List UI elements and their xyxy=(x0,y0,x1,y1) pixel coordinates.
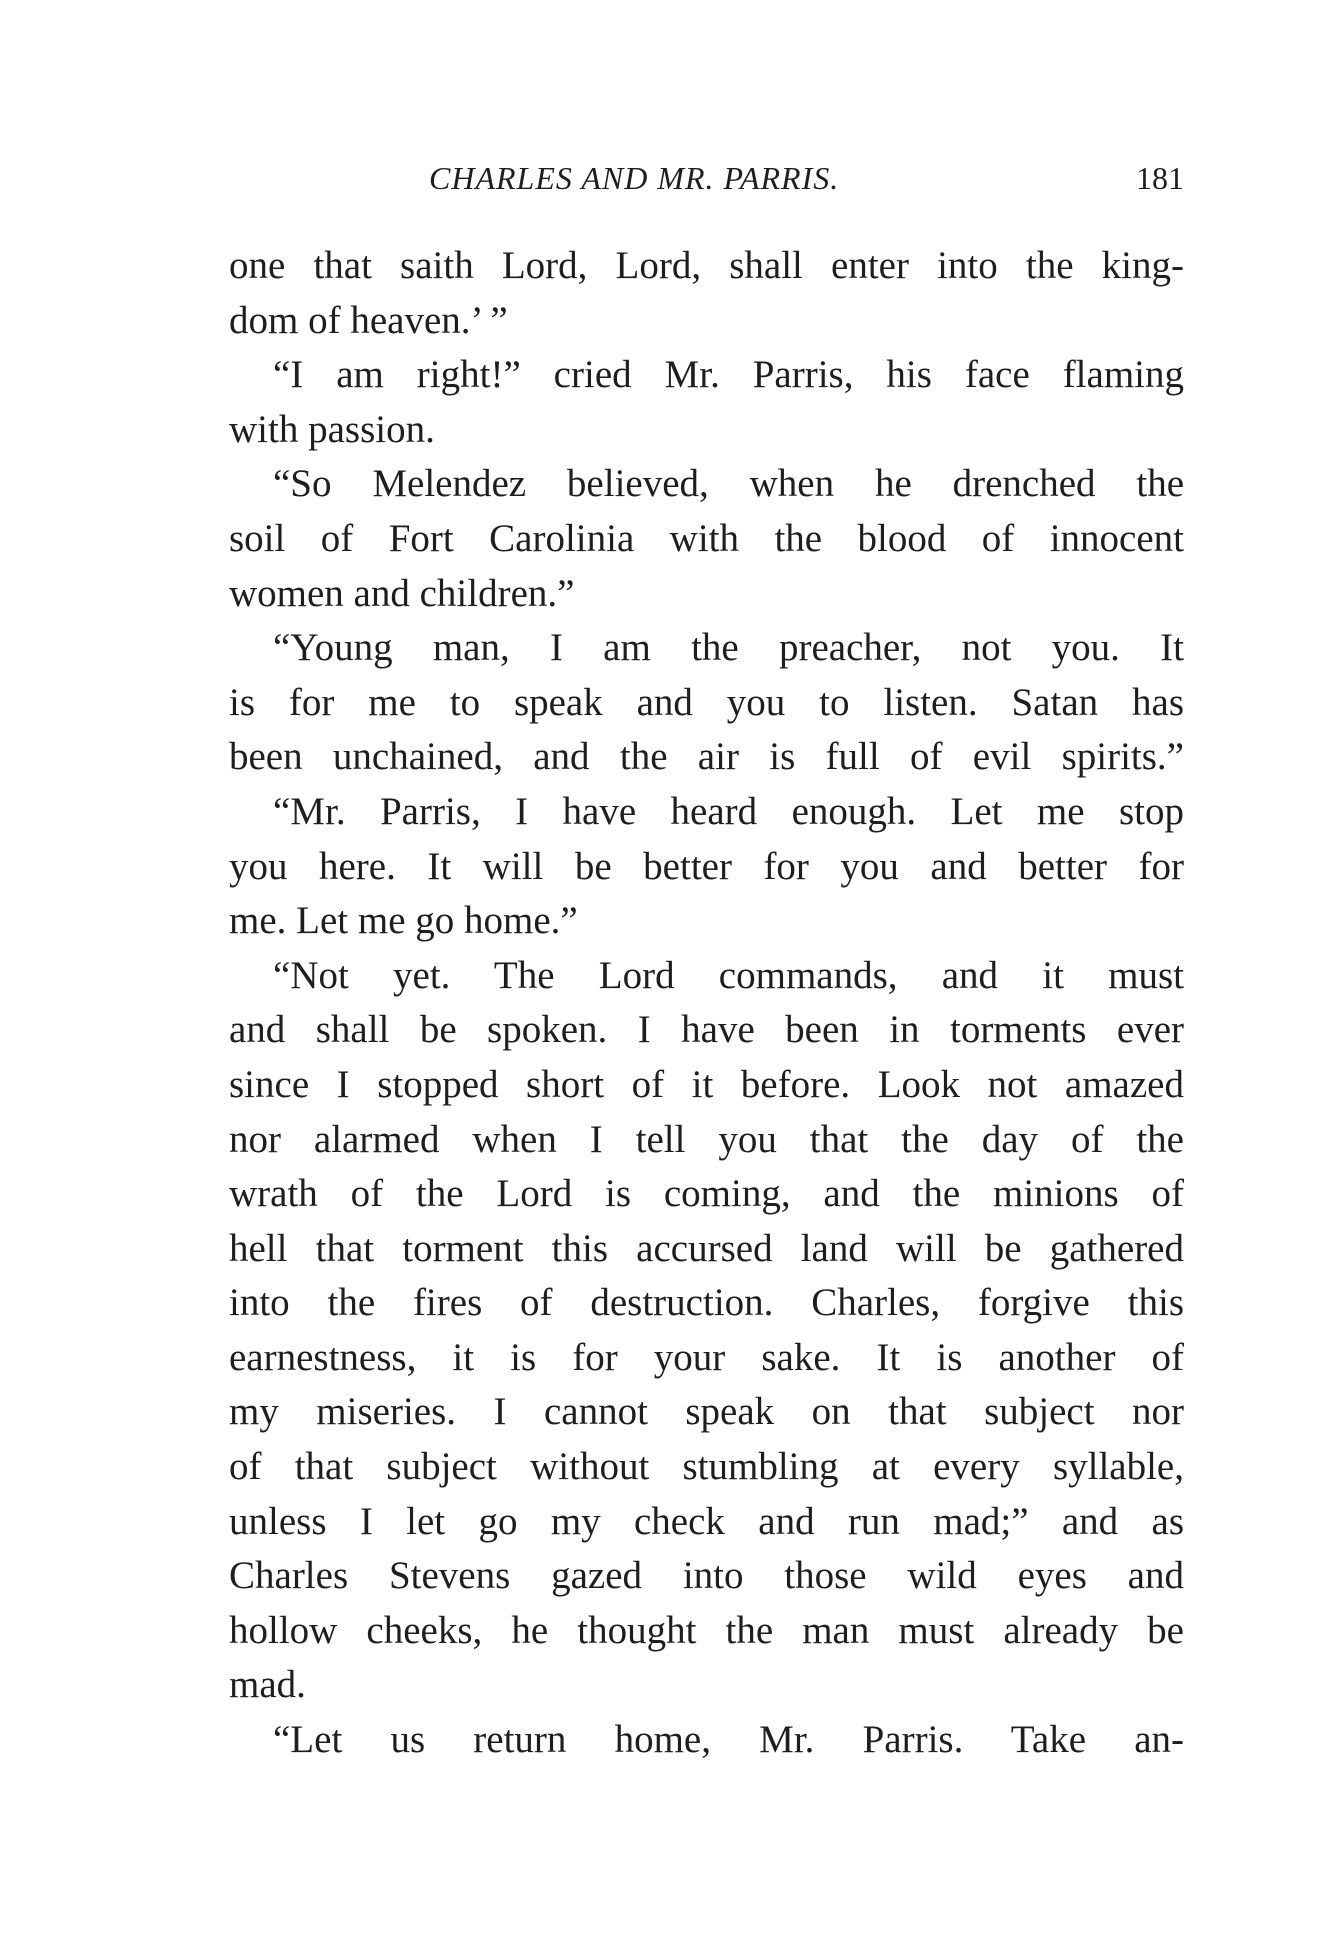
text-line: “I am right!” cried Mr. Parris, his face flaming xyxy=(273,353,1184,397)
running-head xyxy=(229,160,1184,204)
text-line: been unchained, and the air is full of evil spirits.” xyxy=(229,735,1184,779)
text-line: “Young man, I am the preacher, not you. It xyxy=(273,626,1184,670)
text-line: is for me to speak and you to listen. Satan has xyxy=(229,680,1184,724)
text-line: my miseries. I cannot speak on that subject nor xyxy=(229,1390,1184,1434)
page-number: 181 xyxy=(1136,160,1184,196)
text-line: wrath of the Lord is coming, and the minions of xyxy=(229,1172,1184,1216)
text-line: soil of Fort Carolinia with the blood of innocent xyxy=(229,516,1184,560)
text-line: unless I let go my check and run mad;” and as xyxy=(229,1499,1184,1543)
text-line: with passion. xyxy=(229,407,435,451)
text-line: into the fires of destruction. Charles, forgive this xyxy=(229,1281,1184,1325)
text-line: hell that torment this accursed land will be gathered xyxy=(229,1226,1184,1270)
text-line: “Mr. Parris, I have heard enough. Let me stop xyxy=(273,789,1184,833)
text-line: one that saith Lord, Lord, shall enter into the king- xyxy=(229,244,1184,287)
text-line: earnestness, it is for your sake. It is another of xyxy=(229,1335,1184,1379)
text-line: hollow cheeks, he thought the man must already be xyxy=(229,1608,1184,1652)
body-text xyxy=(229,239,1184,1768)
text-line: Charles Stevens gazed into those wild eyes and xyxy=(229,1554,1184,1598)
text-line: since I stopped short of it before. Look not amazed xyxy=(229,1062,1184,1106)
text-line: dom of heaven.’ ” xyxy=(229,298,508,342)
text-line: mad. xyxy=(229,1663,306,1707)
text-line: women and children.” xyxy=(229,571,575,615)
text-line: of that subject without stumbling at every syllable, xyxy=(229,1445,1184,1489)
text-line: you here. It will be better for you and better for xyxy=(229,844,1184,888)
text-line: “Not yet. The Lord commands, and it must xyxy=(273,953,1184,997)
text-line: “Let us return home, Mr. Parris. Take an- xyxy=(273,1718,1184,1762)
text-line: “So Melendez believed, when he drenched the xyxy=(273,462,1184,506)
text-line: me. Let me go home.” xyxy=(229,899,578,943)
text-line: and shall be spoken. I have been in torments ever xyxy=(229,1008,1184,1052)
running-title: CHARLES AND MR. PARRIS. xyxy=(429,160,840,196)
text-line: nor alarmed when I tell you that the day of the xyxy=(229,1117,1184,1161)
